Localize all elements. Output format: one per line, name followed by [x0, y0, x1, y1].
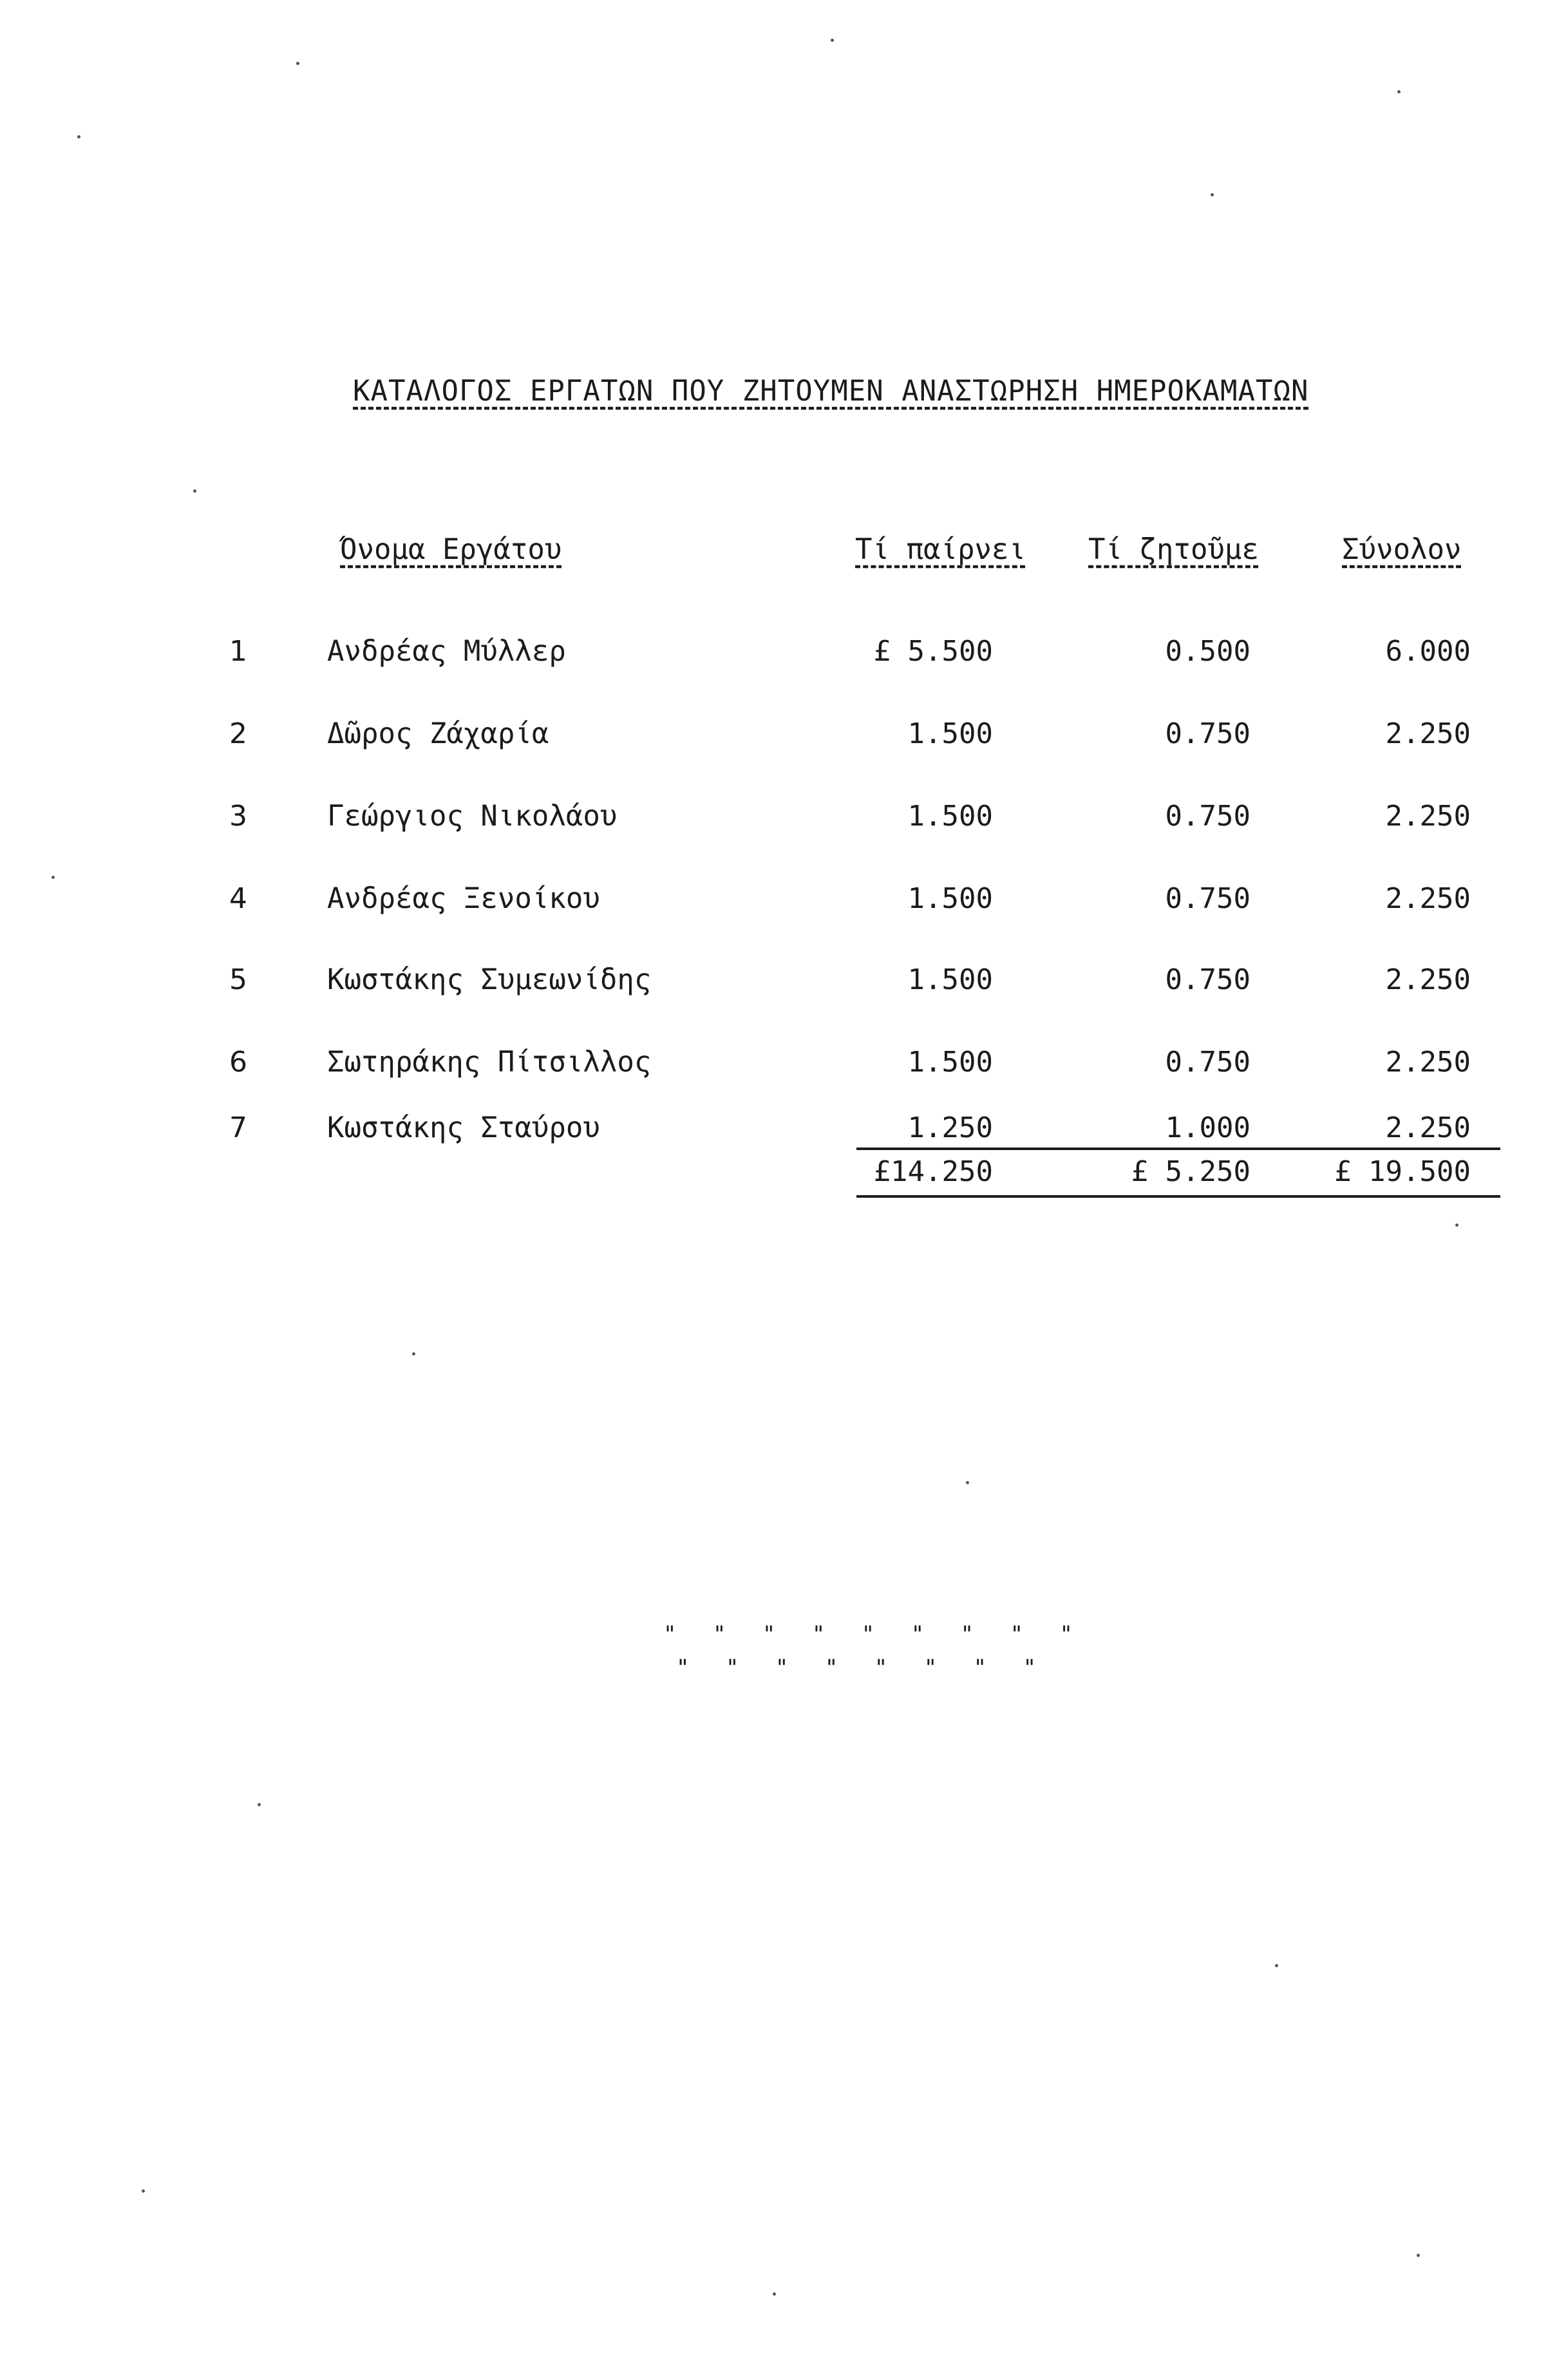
scan-speck: [1455, 1223, 1458, 1227]
table-row: [0, 717, 1548, 762]
asked-value: 1.000: [1165, 1111, 1251, 1144]
worker-name: Ανδρέας Ξενοίκου: [327, 882, 600, 915]
asked-value: 0.750: [1165, 882, 1251, 915]
paid-value: 1.500: [907, 1046, 993, 1079]
total-value: 6.000: [1385, 635, 1471, 668]
header-total: Σύνολον: [1342, 533, 1462, 566]
total-value: 2.250: [1385, 1111, 1471, 1144]
asked-value: 0.750: [1165, 1046, 1251, 1079]
row-number: 3: [229, 800, 247, 833]
worker-name: Κωστάκης Συμεωνίδης: [327, 963, 652, 996]
scan-speck: [296, 62, 299, 65]
paid-value: £ 5.500: [873, 635, 993, 668]
worker-name: Γεώργιος Νικολάου: [327, 800, 618, 833]
total-value: 2.250: [1385, 1046, 1471, 1079]
row-number: 7: [229, 1111, 247, 1144]
total-value: 2.250: [1385, 717, 1471, 750]
table-row: [0, 963, 1548, 1008]
worker-name: Κωστάκης Σταύρου: [327, 1111, 600, 1144]
scan-speck: [52, 876, 55, 879]
scan-speck: [1397, 90, 1401, 93]
ditto-marks-line-2: " " " " " " " ": [676, 1655, 1048, 1681]
header-paid: Τί παίρνει: [855, 533, 1026, 566]
asked-value: 0.750: [1165, 800, 1251, 833]
header-asked: Τί ζητοῦμε: [1088, 533, 1259, 566]
paid-value: 1.250: [907, 1111, 993, 1144]
total-asked: £ 5.250: [1131, 1155, 1251, 1188]
worker-name: Ανδρέας Μύλλερ: [327, 635, 566, 668]
worker-name: Δῶρος Ζάχαρία: [327, 717, 549, 750]
totals-underline: [856, 1195, 1500, 1198]
header-worker-name: Όνομα Εργάτου: [340, 533, 562, 566]
total-paid: £14.250: [873, 1155, 993, 1188]
scan-speck: [1417, 2254, 1420, 2257]
paid-value: 1.500: [907, 717, 993, 750]
scan-speck: [773, 2292, 776, 2296]
row-number: 1: [229, 635, 247, 668]
asked-value: 0.750: [1165, 717, 1251, 750]
grand-total: £ 19.500: [1334, 1155, 1471, 1188]
row-number: 4: [229, 882, 247, 915]
scan-speck: [258, 1803, 261, 1806]
total-value: 2.250: [1385, 963, 1471, 996]
asked-value: 0.750: [1165, 963, 1251, 996]
scan-speck: [77, 135, 80, 138]
scan-speck: [1275, 1964, 1278, 1967]
scan-speck: [142, 2189, 145, 2193]
row-number: 6: [229, 1046, 247, 1079]
scan-speck: [193, 489, 196, 493]
scan-speck: [831, 39, 834, 42]
sum-rule: [856, 1148, 1500, 1150]
document-title: ΚΑΤΑΛΟΓΟΣ ΕΡΓΑΤΩΝ ΠΟΥ ΖΗΤΟΥΜΕΝ ΑΝΑΣΤΩΡΗΣΗ ΗΜΕΡΟΚΑΜΑΤΩΝ: [353, 375, 1309, 408]
scan-speck: [412, 1352, 415, 1355]
total-value: 2.250: [1385, 800, 1471, 833]
worker-name: Σωτηράκης Πίτσιλλος: [327, 1046, 652, 1079]
totals-row: [0, 1155, 1548, 1200]
asked-value: 0.500: [1165, 635, 1251, 668]
paid-value: 1.500: [907, 882, 993, 915]
scan-speck: [966, 1481, 969, 1484]
paid-value: 1.500: [907, 963, 993, 996]
total-value: 2.250: [1385, 882, 1471, 915]
scan-speck: [1211, 193, 1214, 196]
paid-value: 1.500: [907, 800, 993, 833]
table-row: [0, 800, 1548, 845]
table-row: [0, 1046, 1548, 1091]
table-row: [0, 635, 1548, 680]
ditto-marks-line-1: " " " " " " " " ": [663, 1621, 1084, 1647]
row-number: 5: [229, 963, 247, 996]
table-row: [0, 882, 1548, 927]
row-number: 2: [229, 717, 247, 750]
